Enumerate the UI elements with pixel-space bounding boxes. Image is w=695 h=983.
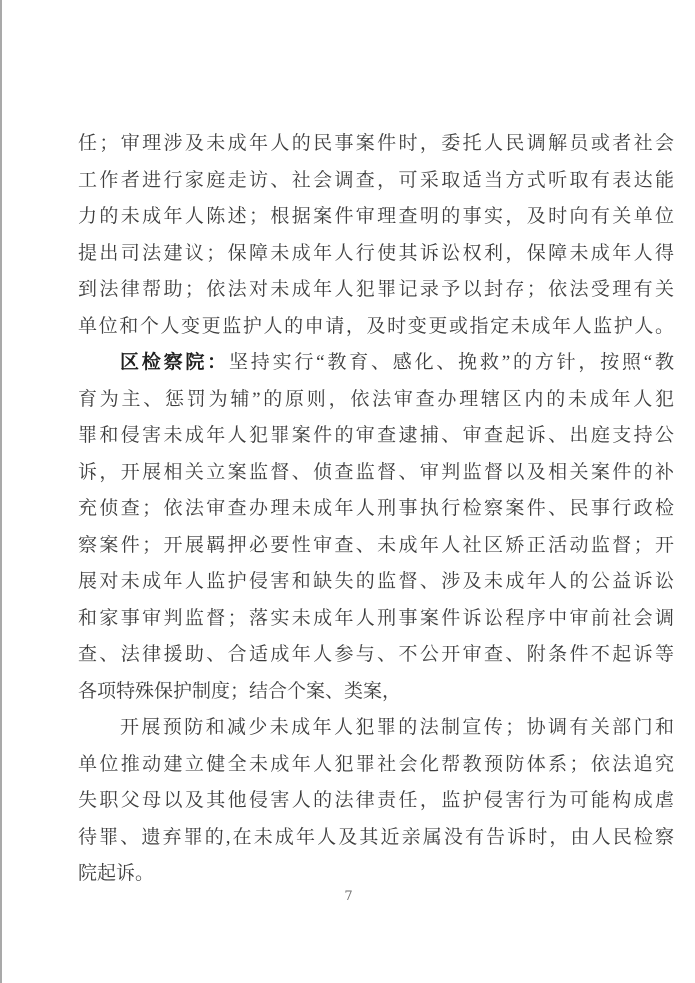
text-line: 诉，开展相关立案监督、侦查监督、审判监督以及相关案件的补 bbox=[78, 461, 674, 483]
text-line: 工作者进行家庭走访、社会调查，可采取适当方式听取有表达能 bbox=[78, 169, 674, 191]
text-line: 力的未成年人陈述；根据案件审理查明的事实，及时向有关单位 bbox=[78, 206, 674, 227]
paragraph-lead-bold: 区检察院： bbox=[120, 352, 229, 373]
text-line: 和家事审判监督；落实未成年人刑事案件诉讼程序中审前社会调 bbox=[78, 607, 674, 629]
text-line-paragraph-start: 开展预防和减少未成年人犯罪的法制宣传；协调有关部门和 bbox=[120, 717, 674, 738]
text-line-paragraph-end: 各项特殊保护制度；结合个案、类案， bbox=[78, 680, 402, 702]
text-line: 罪和侵害未成年人犯罪案件的审查逮捕、审查起诉、出庭支持公 bbox=[78, 425, 674, 446]
text-line: 察案件；开展羁押必要性审查、未成年人社区矫正活动监督；开 bbox=[78, 534, 674, 556]
text-line: 到法律帮助；依法对未成年人犯罪记录予以封存；依法受理有关 bbox=[78, 279, 674, 300]
text-line: 任；审理涉及未成年人的民事案件时，委托人民调解员或者社会 bbox=[78, 133, 674, 154]
text-line-paragraph-start bbox=[78, 345, 674, 382]
text-line: 待罪、遗弃罪的,在未成年人及其近亲属没有告诉时，由人民检察 bbox=[78, 826, 674, 848]
text-line: 失职父母以及其他侵害人的法律责任，监护侵害行为可能构成虐 bbox=[78, 790, 674, 811]
text-block bbox=[78, 126, 674, 893]
text-line-paragraph-end: 院起诉。 bbox=[78, 863, 155, 884]
text-line: 育为主、惩罚为辅”的原则，依法审查办理辖区内的未成年人犯 bbox=[78, 388, 674, 410]
page-number: 7 bbox=[344, 889, 353, 904]
text-line: 查、法律援助、合适成年人参与、不公开审查、附条件不起诉等 bbox=[78, 644, 674, 665]
text-line: 充侦查；依法审查办理未成年人刑事执行检察案件、民事行政检 bbox=[78, 498, 674, 519]
text-line: 展对未成年人监护侵害和缺失的监督、涉及未成年人的公益诉讼 bbox=[78, 571, 674, 592]
text-line: 提出司法建议；保障未成年人行使其诉讼权利，保障未成年人得 bbox=[78, 242, 674, 264]
text-line-rest: 坚持实行“教育、感化、挽救”的方针，按照“教 bbox=[228, 352, 674, 373]
text-line: 单位推动建立健全未成年人犯罪社会化帮教预防体系；依法追究 bbox=[78, 753, 674, 775]
text-line: 单位和个人变更监护人的申请，及时变更或指定未成年人监护人。 bbox=[78, 315, 674, 337]
